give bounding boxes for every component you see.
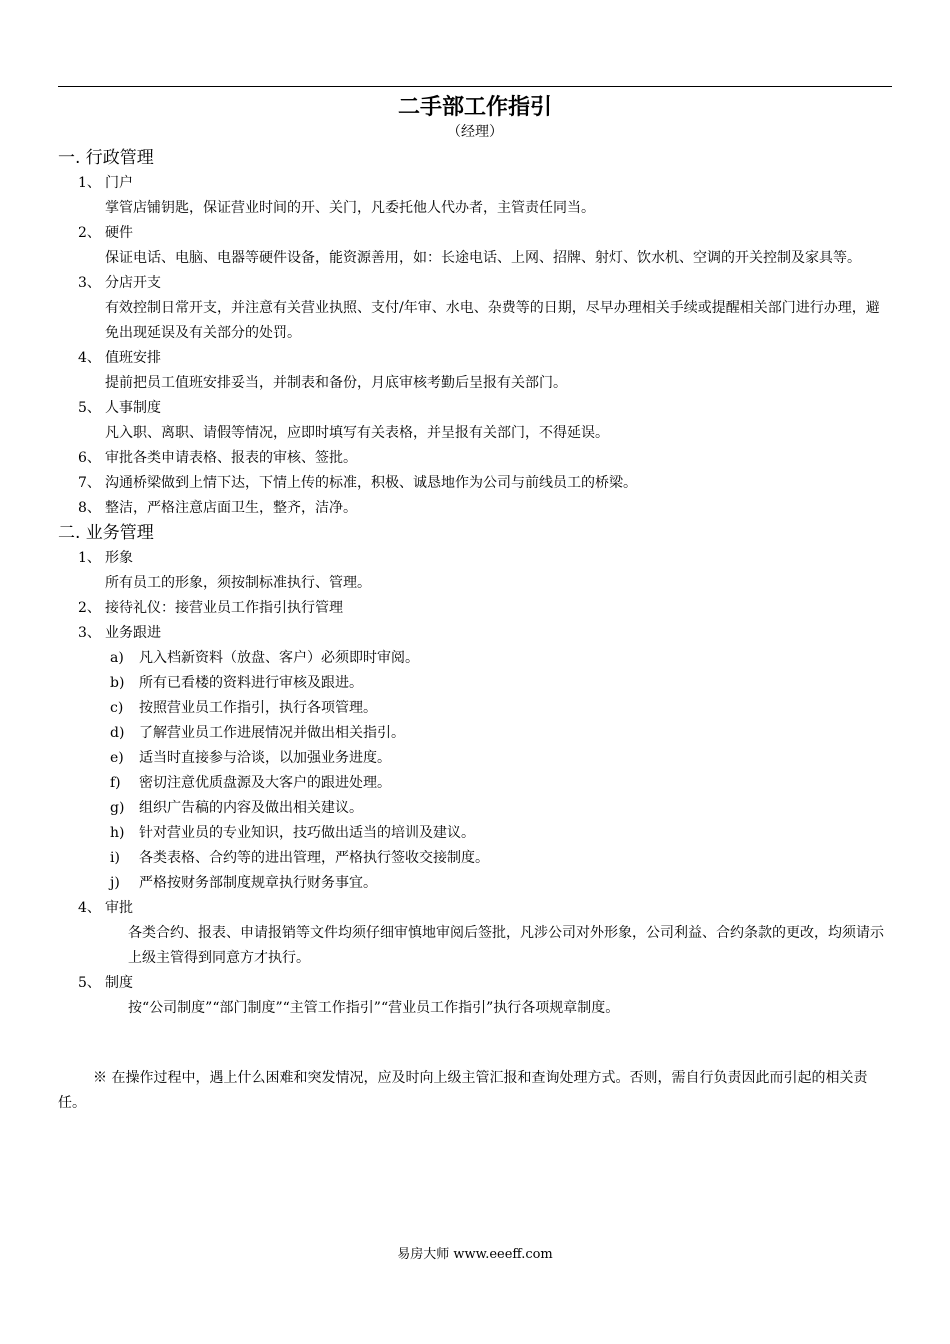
- item-number: 5、: [78, 400, 101, 416]
- item-label: 沟通桥梁做到上情下达，下情上传的标准，积极、诚恳地作为公司与前线员工的桥梁。: [105, 475, 637, 491]
- sub-item-letter: f): [110, 775, 121, 791]
- item-label: 整洁，严格注意店面卫生，整齐，洁净。: [105, 500, 357, 516]
- sub-item-text: 密切注意优质盘源及大客户的跟进处理。: [139, 775, 391, 791]
- sub-item-letter: h): [110, 825, 125, 841]
- sub-item: [58, 846, 892, 871]
- item-number: 2、: [78, 600, 101, 616]
- document-title: 二手部工作指引: [397, 95, 552, 120]
- page-footer: 易房大师 www.eeeff.com: [397, 1247, 553, 1262]
- item-number: 4、: [78, 350, 101, 366]
- item-label: 接待礼仪：接营业员工作指引执行管理: [105, 600, 343, 616]
- item-paragraph: 掌管店铺钥匙，保证营业时间的开、关门，凡委托他人代办者，主管责任同当。: [105, 200, 595, 216]
- list-item: [58, 896, 892, 921]
- sub-item: [58, 821, 892, 846]
- item-label: 审批: [105, 900, 133, 916]
- item-paragraph: 所有员工的形象，须按制标准执行、管理。: [105, 575, 371, 591]
- list-item: [58, 596, 892, 621]
- top-rule: [58, 86, 892, 87]
- item-number: 8、: [78, 500, 101, 516]
- item-paragraph: 凡入职、离职、请假等情况，应即时填写有关表格，并呈报有关部门，不得延误。: [105, 425, 609, 441]
- sub-item: [58, 796, 892, 821]
- item-label: 制度: [105, 975, 133, 991]
- closing-note: ※ 在操作过程中，遇上什么困难和突发情况，应及时向上级主管汇报和查询处理方式。否则，需自行负责因此而引起的相关责任。: [58, 1070, 868, 1111]
- list-item: [58, 271, 892, 296]
- item-label: 人事制度: [105, 400, 161, 416]
- sub-item-text: 了解营业员工作进展情况并做出相关指引。: [139, 725, 405, 741]
- list-item: [58, 546, 892, 571]
- item-number: 6、: [78, 450, 101, 466]
- item-number: 3、: [78, 625, 101, 641]
- sub-item-letter: a): [110, 650, 124, 666]
- list-item: [58, 471, 892, 496]
- sub-item-text: 严格按财务部制度规章执行财务事宜。: [139, 875, 377, 891]
- item-number: 1、: [78, 175, 101, 191]
- item-number: 1、: [78, 550, 101, 566]
- sub-item-text: 各类表格、合约等的进出管理，严格执行签收交接制度。: [139, 850, 489, 866]
- item-paragraph: 保证电话、电脑、电器等硬件设备，能资源善用，如：长途电话、上网、招牌、射灯、饮水机、空调的开关控制及家具等。: [105, 250, 861, 266]
- item-label: 值班安排: [105, 350, 161, 366]
- sub-item-text: 按照营业员工作指引，执行各项管理。: [139, 700, 377, 716]
- item-label: 分店开支: [105, 275, 161, 291]
- sub-item-text: 针对营业员的专业知识，技巧做出适当的培训及建议。: [139, 825, 475, 841]
- sub-item-letter: j): [110, 875, 120, 891]
- list-item: [58, 971, 892, 996]
- sub-item-letter: c): [110, 700, 124, 716]
- list-item: [58, 621, 892, 646]
- sub-item: [58, 871, 892, 896]
- item-label: 形象: [105, 550, 133, 566]
- item-paragraph: 提前把员工值班安排妥当，并制表和备份，月底审核考勤后呈报有关部门。: [105, 375, 567, 391]
- list-item: [58, 396, 892, 421]
- sub-item-letter: b): [110, 675, 125, 691]
- document-subtitle: （经理）: [447, 124, 503, 140]
- sub-item: [58, 721, 892, 746]
- document-body: [58, 146, 892, 1021]
- section-heading-admin: 一. 行政管理: [58, 148, 154, 168]
- sub-item-text: 凡入档新资料（放盘、客户）必须即时审阅。: [139, 650, 419, 666]
- sub-item-letter: d): [110, 725, 125, 741]
- list-item: [58, 496, 892, 521]
- list-item: [58, 221, 892, 246]
- sub-item-text: 所有已看楼的资料进行审核及跟进。: [139, 675, 363, 691]
- list-item: [58, 446, 892, 471]
- section-heading-business: 二. 业务管理: [58, 523, 154, 543]
- item-label: 审批各类申请表格、报表的审核、签批。: [105, 450, 357, 466]
- item-label: 硬件: [105, 225, 133, 241]
- item-paragraph: 按“公司制度”“部门制度”“主管工作指引”“营业员工作指引”执行各项规章制度。: [128, 1000, 620, 1016]
- item-number: 4、: [78, 900, 101, 916]
- item-number: 5、: [78, 975, 101, 991]
- sub-item: [58, 746, 892, 771]
- sub-item: [58, 771, 892, 796]
- list-item: [58, 171, 892, 196]
- sub-item: [58, 696, 892, 721]
- sub-item-text: 适当时直接参与洽谈，以加强业务进度。: [139, 750, 391, 766]
- item-number: 2、: [78, 225, 101, 241]
- sub-item-letter: e): [110, 750, 124, 766]
- sub-item-letter: g): [110, 800, 125, 816]
- sub-item: [58, 646, 892, 671]
- list-item: [58, 346, 892, 371]
- item-paragraph: 有效控制日常开支，并注意有关营业执照、支付/年审、水电、杂费等的日期，尽早办理相关手续或提醒相关部门进行办理，避免出现延误及有关部分的处罚。: [105, 300, 880, 341]
- item-number: 3、: [78, 275, 101, 291]
- item-paragraph: 各类合约、报表、申请报销等文件均须仔细审慎地审阅后签批，凡涉公司对外形象，公司利益、合约条款的更改，均须请示上级主管得到同意方才执行。: [128, 925, 884, 966]
- item-number: 7、: [78, 475, 101, 491]
- sub-item-text: 组织广告稿的内容及做出相关建议。: [139, 800, 363, 816]
- sub-item-letter: i): [110, 850, 120, 866]
- item-label: 业务跟进: [105, 625, 161, 641]
- sub-item: [58, 671, 892, 696]
- item-label: 门户: [105, 175, 133, 191]
